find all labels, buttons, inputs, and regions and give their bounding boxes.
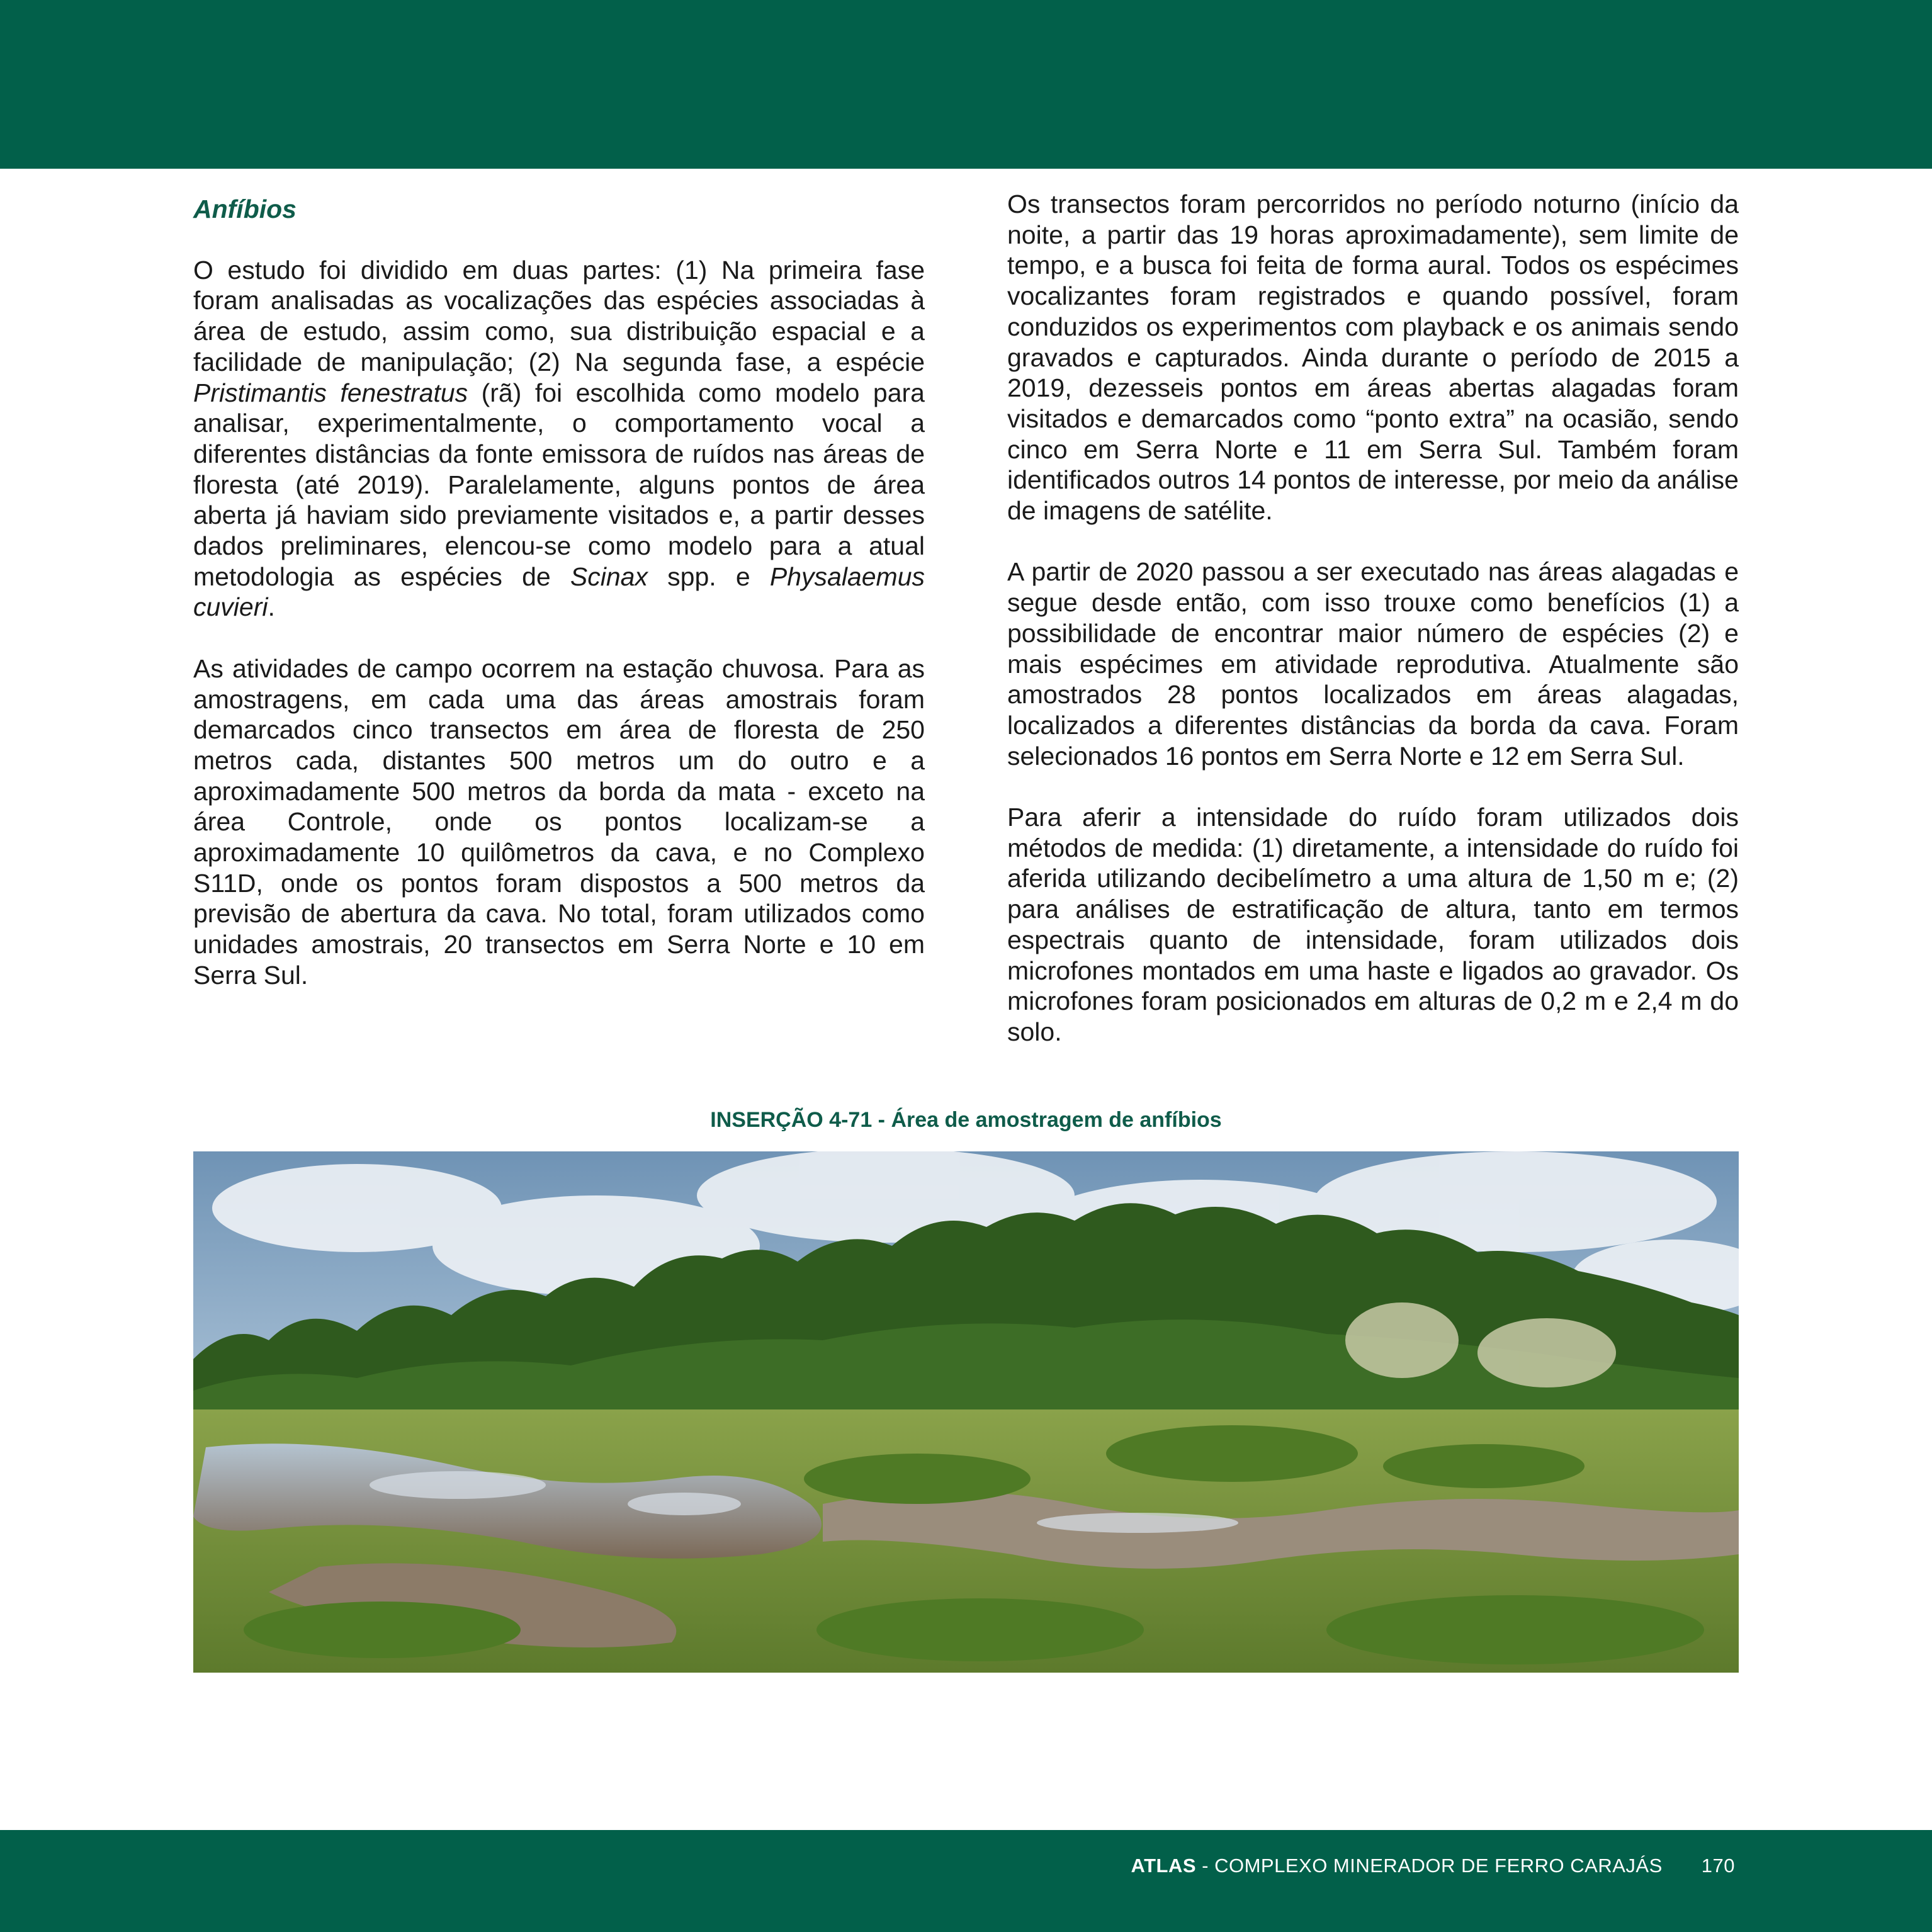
footer [1131, 1852, 1735, 1880]
figure-caption: INSERÇÃO 4-71 - Área de amostragem de anfíbios [710, 1108, 1222, 1132]
species-name: Physalaemus cuvieri [193, 562, 925, 622]
paragraph-text: spp. e [647, 562, 770, 591]
paragraph-text: (rã) foi escolhida como modelo para analisar, experimentalmente, o comportamento vocal a diferentes distâncias da fonte emissora de ruídos nas áreas de floresta (até 2019). Paralelamente, alguns pontos de área aberta já haviam sido previamente visitados e, a partir desses dados preliminares, elencou-se como modelo para a atual metodologia as espécies de [193, 378, 925, 591]
species-name: Scinax [570, 562, 648, 591]
wetland-photo [193, 1151, 1739, 1673]
footer-brand: ATLAS [1131, 1855, 1197, 1877]
paragraph: As atividades de campo ocorrem na estação chuvosa. Para as amostragens, em cada uma das áreas amostrais foram demarcados cinco transectos em área de floresta de 250 metros cada, distantes 500 metros um do outro e a aproximadamente 500 metros da borda da mata - exceto na área Controle, onde os pontos localizam-se a aproximadamente 10 quilômetros da cava, e no Complexo S11D, onde os pontos foram dispostos a 500 metros da previsão de abertura da cava. No total, foram utilizados como unidades amostrais, 20 transectos em Serra Norte e 10 em Serra Sul. [193, 653, 925, 990]
page-number: 170 [1701, 1855, 1735, 1877]
right-column [1007, 189, 1739, 1078]
header-band [0, 0, 1932, 169]
species-name: Pristimantis fenestratus [193, 378, 468, 407]
paragraph [193, 255, 925, 623]
paragraph: Os transectos foram percorridos no período noturno (início da noite, a partir das 19 horas aproximadamente), sem limite de tempo, e a busca foi feita de forma aural. Todos os espécimes vocalizantes foram registrados e quando possível, foram conduzidos os experimentos com playback e os animais sendo gravados e capturados. Ainda durante o período de 2015 a 2019, dezesseis pontos em áreas abertas alagadas foram visitados e demarcados como “ponto extra” na ocasião, sendo cinco em Serra Norte e 11 em Serra Sul. Também foram identificados outros 14 pontos de interesse, por meio da análise de imagens de satélite. [1007, 189, 1739, 526]
paragraph-text: O estudo foi dividido em duas partes: (1) Na primeira fase foram analisadas as vocalizações das espécies associadas à área de estudo, assim como, sua distribuição espacial e a facilidade de manipulação; (2) Na segunda fase, a espécie [193, 255, 925, 376]
paragraph: A partir de 2020 passou a ser executado nas áreas alagadas e segue desde então, com isso trouxe como benefícios (1) a possibilidade de encontrar maior número de espécies (2) e mais espécimes em atividade reprodutiva. Atualmente são amostrados 28 pontos localizados em áreas alagadas, localizados a diferentes distâncias da borda da cava. Foram selecionados 16 pontos em Serra Norte e 12 em Serra Sul. [1007, 557, 1739, 771]
section-title: Anfíbios [193, 195, 297, 223]
paragraph: Para aferir a intensidade do ruído foram utilizados dois métodos de medida: (1) diretamente, a intensidade do ruído foi aferida utilizando decibelímetro a uma altura de 1,50 m e; (2) para análises de estratificação de altura, tanto em termos espectrais quanto de intensidade, foram utilizados dois microfones montados em uma haste e ligados ao gravador. Os microfones foram posicionados em alturas de 0,2 m e 2,4 m do solo. [1007, 803, 1739, 1046]
left-column [193, 189, 925, 1021]
paragraph-text: . [268, 592, 275, 622]
footer-title: - COMPLEXO MINERADOR DE FERRO CARAJÁS [1196, 1855, 1663, 1877]
footer-band [0, 1830, 1932, 1932]
